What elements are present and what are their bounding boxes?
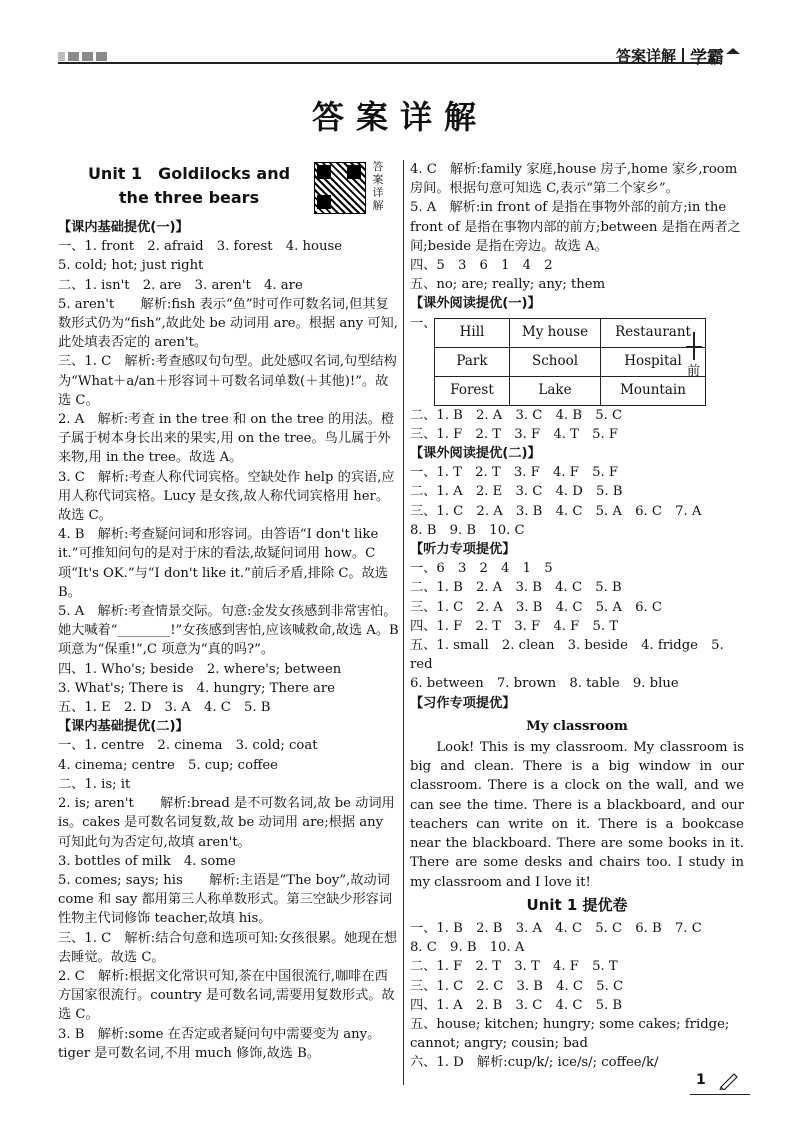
section-heading: 【课外阅读提优(二)】 [410,446,541,462]
answer-line: 5. aren't 解析:fish 表示“鱼”时可作可数名词,但其复数形式仍为“fish”,故此处 be 动词用 are。根据 any 可知,此处填表否定的 aren't。 [58,296,398,351]
answer-line: 五、no; are; really; any; them [410,277,606,293]
answer-line: 5. comes; says; his 解析:主语是“The boy”,故动词 come 和 say 都用第三人称单数形式。第三空缺少形容词性物主代词修饰 teacher,故填 his。 [58,872,393,927]
answer-line: 三、1. F 2. T 3. F 4. T 5. F [410,426,619,442]
map-cell: Hospital [601,347,706,376]
unit-title-line-1: Unit 1 Goldilocks and [87,164,291,183]
footer-rule [690,1094,750,1095]
essay-body: Look! This is my classroom. My classroom is big and clean. There is a big window in our classroom. There is a clock on the wall, and we can see the time. There is a blackboard, and our teachers can write on it. There is a bookcase near the blackboard. There are some books in it. There are some desks and chairs too. I study in my classroom and I love it! [410,740,744,890]
map-row [435,347,706,376]
answer-line: 五、1. E 2. D 3. A 4. C 5. B [58,700,271,716]
page-number: 1 [696,1072,706,1088]
answer-line: 2. C 解析:根据文化常识可知,茶在中国很流行,咖啡在西方国家很流行。country 是可数名词,需要用复数形式。故选 C。 [58,968,395,1023]
answer-line: 2. A 解析:考查 in the tree 和 on the tree 的用法。橙子属于树本身长出来的果实,用 on the tree。鸟儿属于外来物,用 in the tree。故选 A。 [58,412,395,466]
answer-line: 五、house; kitchen; hungry; some cakes; fridge; cannot; angry; cousin; bad [410,1016,730,1052]
map-table [434,318,706,406]
essay-title: My classroom [526,718,628,734]
answer-line: 4. C 解析:family 家庭,house 房子,home 家乡,room 房间。根据句意可知选 C,表示“第二个家乡”。 [410,162,738,197]
answer-line: 一、1. front 2. afraid 3. forest 4. house [58,239,343,255]
map-row [435,318,706,347]
unit-title-line-2: the three bears [118,188,260,207]
answer-line: 三、1. C 解析:考查感叹句句型。此处感叹名词,句型结构为“What＋a/an＋形容词＋可数名词单数(＋其他)!”。故选 C。 [58,354,397,408]
map-row [435,376,706,405]
answer-line: 四、5 3 6 1 4 2 [410,258,553,274]
answer-line: 一、6 3 2 4 1 5 [410,561,553,577]
answer-line: 一、1. T 2. T 3. F 4. F 5. F [410,465,619,481]
header-separator [682,48,684,63]
page-title: 答案详解 [311,98,488,136]
answer-line: 三、1. C 解析:结合句意和选项可知:女孩很累。她现在想去睡觉。故选 C。 [58,930,398,965]
unit-test-title: Unit 1 提优卷 [526,895,628,914]
page-header [0,0,800,68]
graduation-cap-icon [726,48,740,54]
header-decoration [58,52,107,61]
map-cell: Restaurant [601,318,706,347]
answer-line: 二、1. F 2. T 3. T 4. F 5. T [410,959,618,975]
answer-line: 3. What's; There is 4. hungry; There are [58,680,336,696]
brand-logo: 学霸 [690,48,724,68]
map-label: 一、 [410,315,437,331]
map-cell: Lake [510,376,601,405]
column-divider [403,160,404,1085]
map-cell: Mountain [601,376,706,405]
answer-line: 2. is; aren't 解析:bread 是不可数名词,故 be 动词用 is。cakes 是可数名词复数,故 be 动词用 are;根据 any 可知此句为否定句,故填 aren't。 [58,796,395,850]
unit-title [58,162,320,210]
right-answer-list-bottom [410,919,744,1073]
unit-heading [58,160,400,218]
answer-line: 3. bottles of milk 4. some [58,853,236,869]
map-question [410,314,744,406]
map-cell: School [510,347,601,376]
answer-line: 二、1. is; it [58,776,131,792]
answer-line: 三、1. C 2. A 3. B 4. C 5. A 6. C [410,599,662,615]
answer-line: 6. between 7. brown 8. table 9. blue [410,676,679,692]
map-cell: Hill [435,318,510,347]
answer-line: 8. C 9. B 10. A [410,940,525,956]
answer-line: 三、1. C 2. C 3. B 4. C 5. C [410,978,624,994]
left-answer-list [58,218,400,1063]
answer-line: 五、1. small 2. clean 3. beside 4. fridge 5. red [410,638,724,673]
map-cell: My house [510,318,601,347]
answer-line: 二、1. isn't 2. are 3. aren't 4. are [58,277,303,293]
pencil-icon [718,1072,740,1090]
right-answer-list-mid [410,406,744,713]
header-rule [58,62,720,64]
section-heading: 【习作专项提优】 [410,695,516,711]
essay [410,717,744,892]
answer-line: 5. A 解析:考查情景交际。句意:金发女孩感到非常害怕。她大喊着“________!”女孩感到害怕,应该喊救命,故选 A。B 项意为“保重!”,C 项意为“真的吗?”。 [58,604,399,658]
answer-line: 5. A 解析:in front of 是指在事物外部的前方;in the front of 是指在事物内部的前方;between 是指在两者之间;beside 是指在旁边。故选 A。 [410,200,741,254]
answer-line: 3. C 解析:考查人称代词宾格。空缺处作 help 的宾语,应用人称代词宾格。Lucy 是女孩,故人称代词宾格用 her。故选 C。 [58,469,395,524]
header-right [616,43,740,68]
answer-line: 二、1. A 2. E 3. C 4. D 5. B [410,484,623,500]
answer-line: 5. cold; hot; just right [58,258,204,274]
answer-line: 3. B 解析:some 在否定或者疑问句中需要变为 any。tiger 是可数名词,不用 much 修饰,故选 B。 [58,1026,381,1061]
compass-label: 前 [687,363,701,379]
right-column [410,160,744,1073]
answer-line: 8. B 9. B 10. C [410,522,525,538]
answer-line: 四、1. A 2. B 3. C 4. C 5. B [410,997,623,1013]
map-cell: Park [435,347,510,376]
answer-line: 二、1. B 2. A 3. C 4. B 5. C [410,407,623,423]
section-heading: 【课内基础提优(一)】 [58,220,189,235]
answer-line: 4. cinema; centre 5. cup; coffee [58,757,278,773]
answer-line: 六、1. D 解析:cup/k/; ice/s/; coffee/k/ [410,1055,659,1071]
map-cell: Forest [435,376,510,405]
left-column [58,160,400,1063]
answer-line: 二、1. B 2. A 3. B 4. C 5. B [410,580,622,596]
answer-line: 一、1. B 2. B 3. A 4. C 5. C 6. B 7. C [410,920,702,936]
answer-line: 四、1. Who's; beside 2. where's; between [58,661,342,677]
answer-line: 三、1. C 2. A 3. B 4. C 5. A 6. C 7. A [410,503,702,519]
answer-line: 四、1. F 2. T 3. F 4. F 5. T [410,618,619,634]
answer-line: 一、1. centre 2. cinema 3. cold; coat [58,738,318,754]
section-heading: 【课内基础提优(二)】 [58,719,189,735]
qr-label: 答案详解 [372,160,384,212]
answer-line: 4. B 解析:考查疑问词和形容词。由答语“I don't like it.”可推知问句的是对于床的看法,故疑问词用 how。C 项“It's OK.”与“I don't like it.”前后矛盾,排除 C。故选 B。 [58,527,388,600]
header-section-label: 答案详解 [615,47,676,65]
qr-code[interactable] [314,162,366,214]
right-answer-list-top [410,160,744,314]
section-heading: 【课外阅读提优(一)】 [410,296,541,312]
section-heading: 【听力专项提优】 [410,542,516,558]
